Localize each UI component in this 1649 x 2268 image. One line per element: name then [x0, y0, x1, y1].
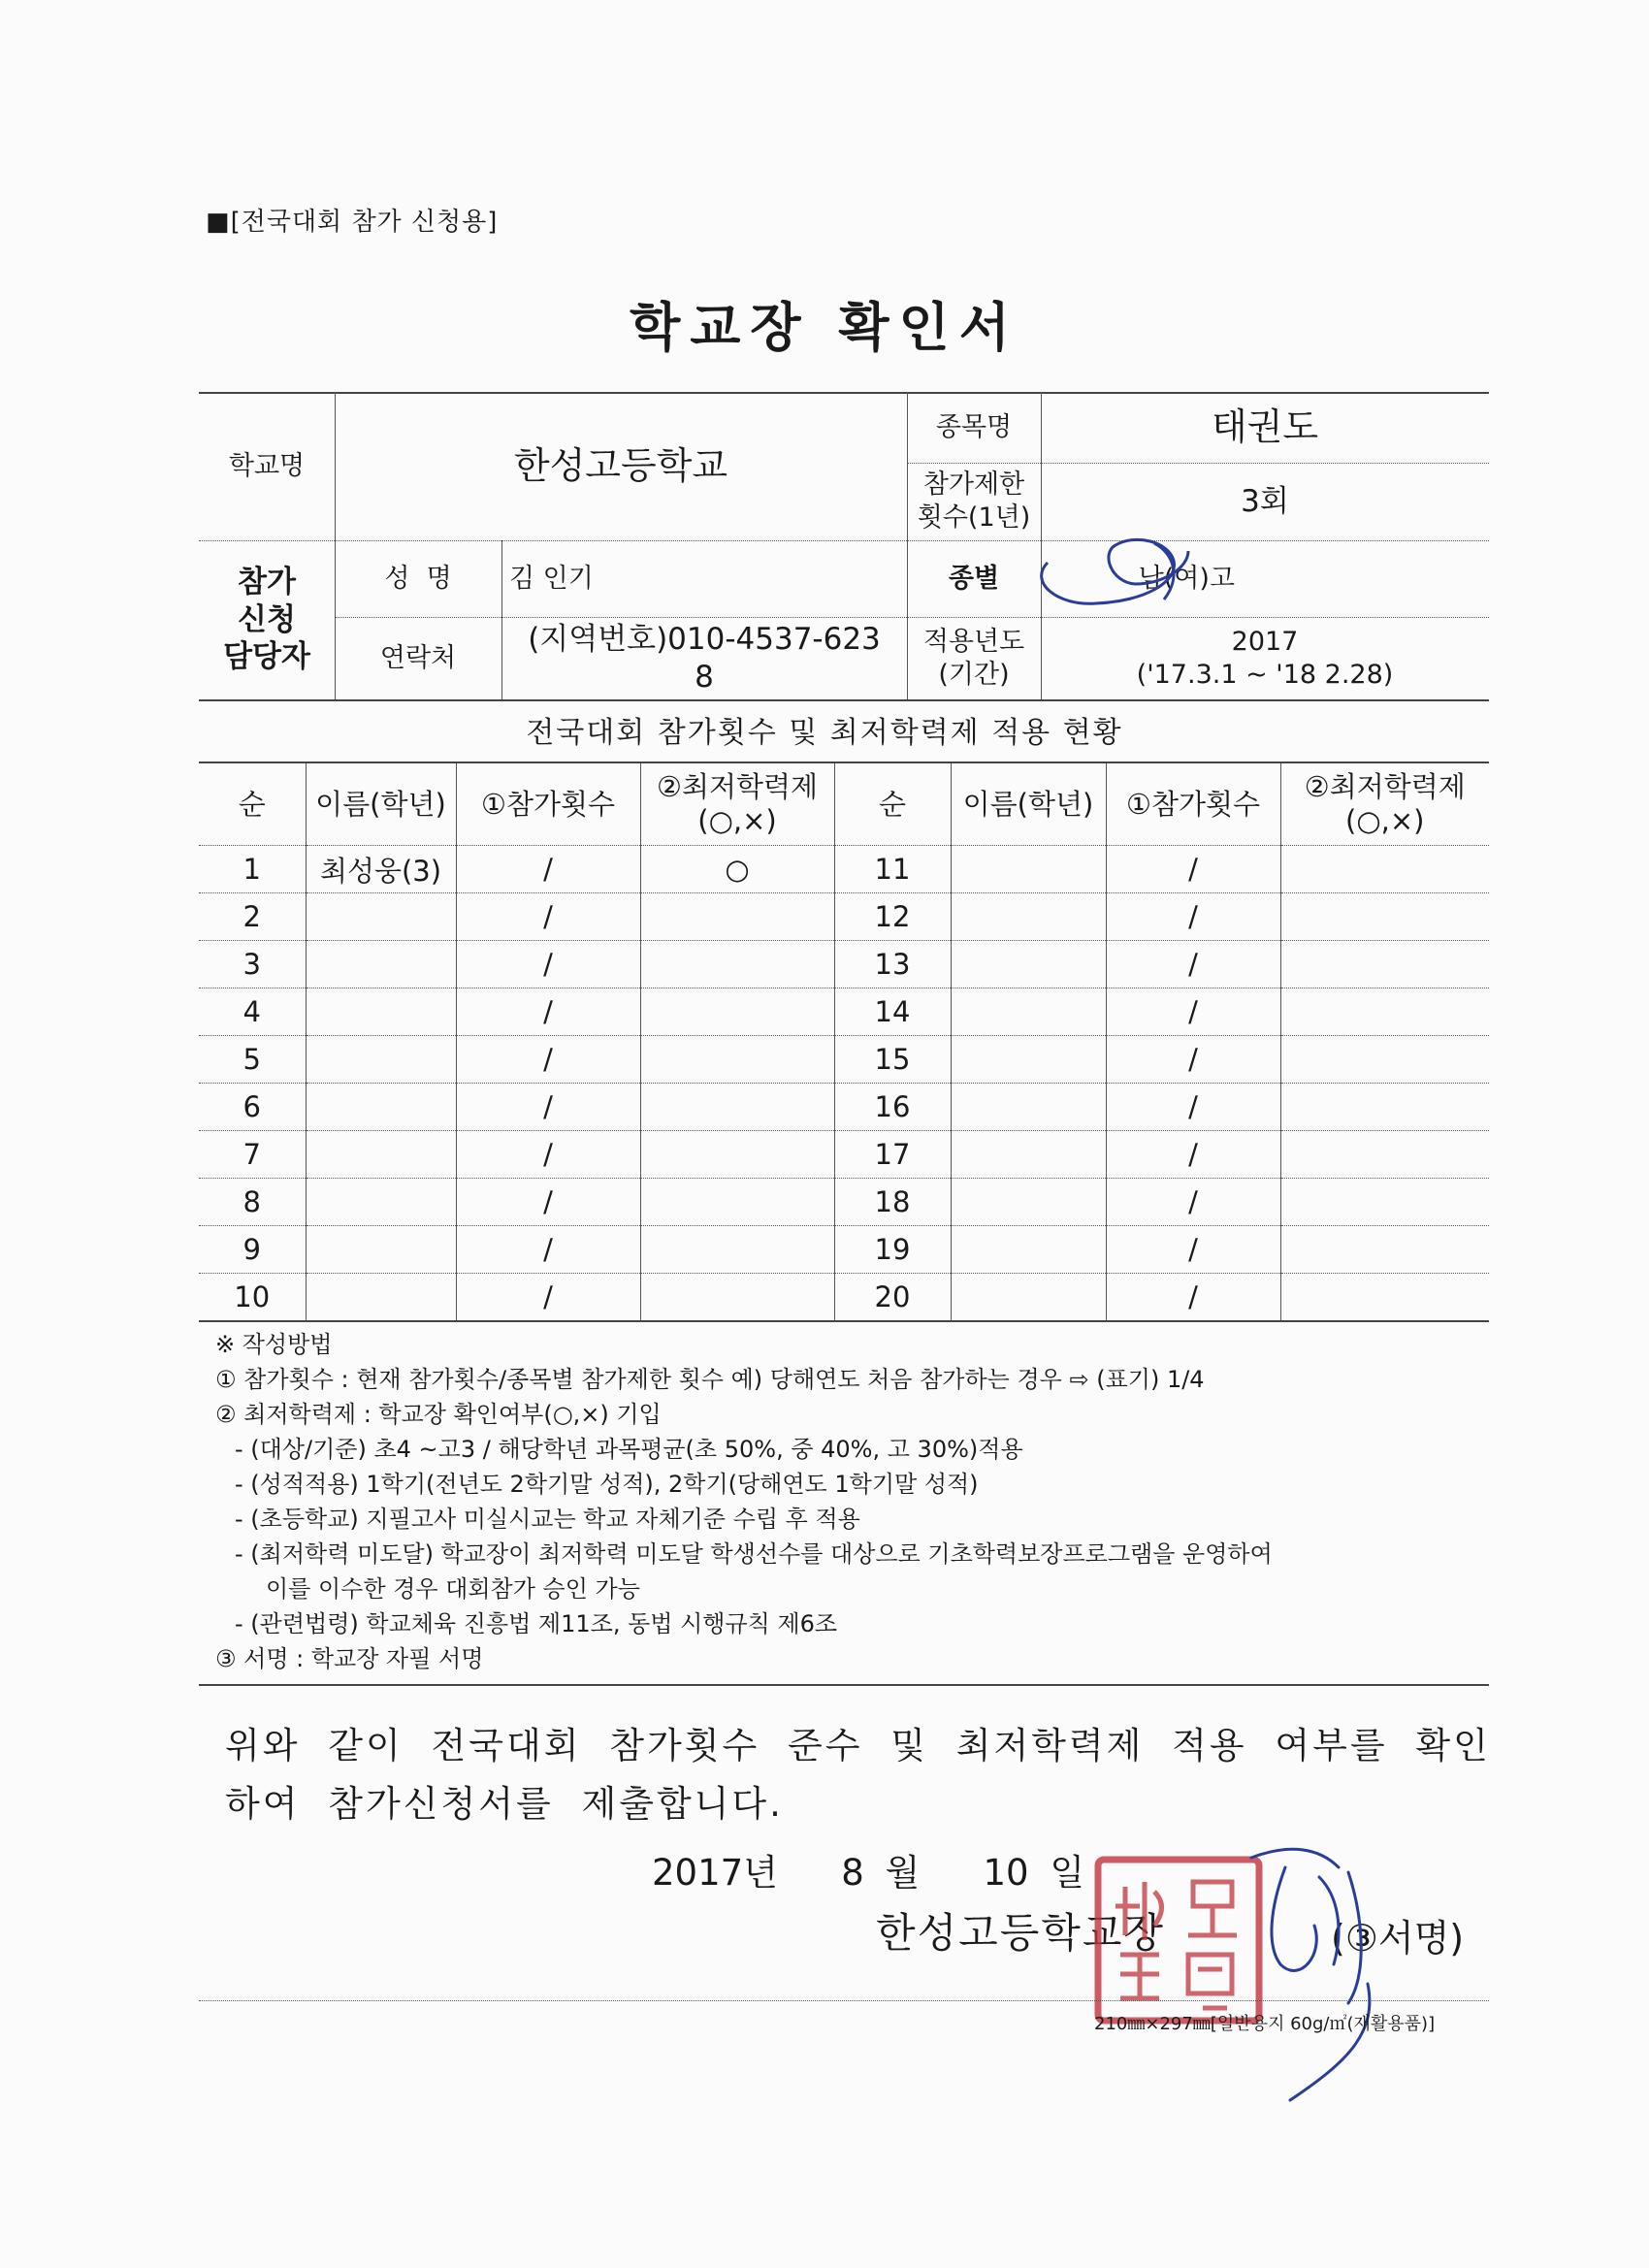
- table-row: [199, 846, 1489, 893]
- table-cell: /: [1106, 1226, 1280, 1274]
- instructions: [215, 1327, 1496, 1676]
- column-header: ①참가횟수: [456, 762, 640, 846]
- table-cell: [306, 893, 456, 941]
- table-cell: 4: [199, 988, 306, 1036]
- table-row: [199, 1274, 1489, 1322]
- table-cell: [306, 1084, 456, 1131]
- table-cell: [306, 1226, 456, 1274]
- table-cell: [1280, 846, 1489, 893]
- table-row: [199, 1179, 1489, 1226]
- table-cell: /: [1106, 941, 1280, 988]
- table-cell: 12: [834, 893, 951, 941]
- table-cell: [1280, 893, 1489, 941]
- table-cell: /: [1106, 1036, 1280, 1084]
- participation-table: [199, 761, 1489, 1322]
- applicable-year-label: 적용년도 (기간): [922, 626, 1025, 690]
- table-cell: [306, 1131, 456, 1179]
- table-cell: 3: [199, 941, 306, 988]
- table-cell: /: [1106, 846, 1280, 893]
- table-cell: 15: [834, 1036, 951, 1084]
- table-cell: [640, 1274, 834, 1322]
- table-cell: [951, 1131, 1106, 1179]
- signature-label: (③서명): [1331, 1917, 1465, 1960]
- table-cell: 19: [834, 1226, 951, 1274]
- instruction-line: 이를 이수한 경우 대회참가 승인 가능: [266, 1575, 640, 1603]
- table-cell: /: [456, 1274, 640, 1322]
- table-cell: 7: [199, 1131, 306, 1179]
- instructions-bottom-rule: [199, 1684, 1489, 1686]
- table-cell: [640, 941, 834, 988]
- table-cell: 17: [834, 1131, 951, 1179]
- participation-limit-label: 참가제한 횟수(1년): [917, 470, 1031, 533]
- contact-value: (지역번호)010-4537-623 8: [528, 621, 881, 695]
- table-cell: 13: [834, 941, 951, 988]
- table-cell: 18: [834, 1179, 951, 1226]
- instruction-line: - (초등학교) 지필고사 미실시교는 학교 자체기준 수립 후 적용: [235, 1506, 860, 1533]
- table-cell: 14: [834, 988, 951, 1036]
- column-header: 순: [199, 762, 306, 846]
- event-name-label: 종목명: [935, 411, 1013, 442]
- gender-value: 남(여)고: [1138, 563, 1235, 594]
- table-cell: [1280, 1131, 1489, 1179]
- table-cell: /: [456, 1084, 640, 1131]
- table-cell: /: [1106, 1084, 1280, 1131]
- table-cell: [640, 988, 834, 1036]
- table-cell: [306, 1179, 456, 1226]
- table-cell: [640, 1179, 834, 1226]
- column-header: 이름(학년): [306, 762, 456, 846]
- table-cell: /: [1106, 1179, 1280, 1226]
- table-row: [199, 1036, 1489, 1084]
- participation-limit-value: 3회: [1241, 483, 1289, 519]
- school-name-label: 학교명: [228, 450, 306, 481]
- table-cell: 8: [199, 1179, 306, 1226]
- document-title: 학교장 확인서: [630, 297, 1019, 358]
- table-row: [199, 1226, 1489, 1274]
- event-name-value: 태권도: [1211, 405, 1319, 448]
- table-cell: [951, 1179, 1106, 1226]
- table-cell: [1280, 988, 1489, 1036]
- instruction-line: ③ 서명 : 학교장 자필 서명: [215, 1645, 484, 1672]
- instruction-line: ※ 작성방법: [215, 1331, 333, 1358]
- table-cell: [1280, 1226, 1489, 1274]
- table-cell: 16: [834, 1084, 951, 1131]
- table-header-row: [199, 762, 1489, 846]
- column-header: ①참가횟수: [1106, 762, 1280, 846]
- applicable-period: ('17.3.1 ~ '18 2.28): [1136, 659, 1394, 690]
- table-row: [199, 893, 1489, 941]
- table-row: [199, 941, 1489, 988]
- table-cell: /: [456, 941, 640, 988]
- principal-title: 한성고등학교장: [876, 1909, 1166, 1957]
- applicable-year: 2017: [1231, 626, 1299, 657]
- table-cell: [951, 941, 1106, 988]
- column-header: ②최저학력제 (○,×): [640, 762, 834, 846]
- instruction-line: ② 최저학력제 : 학교장 확인여부(○,×) 기입: [215, 1401, 662, 1428]
- table-cell: [640, 893, 834, 941]
- contact-label: 연락처: [379, 642, 457, 673]
- table-cell: /: [1106, 1274, 1280, 1322]
- table-cell: [951, 1084, 1106, 1131]
- table-cell: 5: [199, 1036, 306, 1084]
- table-cell: 20: [834, 1274, 951, 1322]
- table-cell: 10: [199, 1274, 306, 1322]
- instruction-line: - (대상/기준) 초4 ~고3 / 해당학년 과목평균(초 50%, 중 40%, 고 30%)적용: [235, 1436, 1023, 1463]
- applicant-name-label: 성 명: [384, 563, 452, 594]
- table-cell: [306, 941, 456, 988]
- table-cell: 최성웅(3): [306, 846, 456, 893]
- table-cell: /: [1106, 1131, 1280, 1179]
- table-cell: /: [456, 988, 640, 1036]
- column-header: ②최저학력제 (○,×): [1280, 762, 1489, 846]
- table-cell: 11: [834, 846, 951, 893]
- table-cell: [1280, 1036, 1489, 1084]
- table-cell: [640, 1084, 834, 1131]
- table-cell: /: [456, 893, 640, 941]
- table-cell: /: [456, 1036, 640, 1084]
- instruction-line: - (성적적용) 1학기(전년도 2학기말 성적), 2학기(당해연도 1학기말 성적): [235, 1471, 979, 1498]
- applicant-label: 참가 신청 담당자: [223, 564, 310, 675]
- table-cell: 6: [199, 1084, 306, 1131]
- declaration-text: 위와 같이 전국대회 참가횟수 준수 및 최저학력제 적용 여부를 확인하여 참가신청서를 제출합니다.: [225, 1725, 1491, 1825]
- table-row: [199, 1084, 1489, 1131]
- section-title: 전국대회 참가횟수 및 최저학력제 적용 현황: [526, 716, 1123, 750]
- table-cell: [951, 846, 1106, 893]
- instruction-line: - (최저학력 미도달) 학교장이 최저학력 미도달 학생선수를 대상으로 기초학력보장프로그램을 운영하여: [235, 1540, 1273, 1568]
- table-cell: /: [456, 1131, 640, 1179]
- table-cell: [951, 1274, 1106, 1322]
- table-cell: [306, 1274, 456, 1322]
- table-row: [199, 1131, 1489, 1179]
- table-cell: /: [456, 1179, 640, 1226]
- column-header: 순: [834, 762, 951, 846]
- table-cell: ○: [640, 846, 834, 893]
- table-cell: /: [456, 846, 640, 893]
- table-cell: /: [1106, 893, 1280, 941]
- header-bottom-rule: [199, 699, 1489, 701]
- table-cell: 2: [199, 893, 306, 941]
- instruction-line: ① 참가횟수 : 현재 참가횟수/종목별 참가제한 횟수 예) 당해연도 처음 참가하는 경우 ⇨ (표기) 1/4: [215, 1366, 1205, 1393]
- table-cell: 1: [199, 846, 306, 893]
- column-header: 이름(학년): [951, 762, 1106, 846]
- table-cell: [951, 988, 1106, 1036]
- table-cell: [640, 1131, 834, 1179]
- gender-label: 종별: [948, 563, 1000, 594]
- table-row: [199, 988, 1489, 1036]
- table-cell: [306, 1036, 456, 1084]
- table-cell: [1280, 1179, 1489, 1226]
- handwritten-signature: [1232, 1838, 1397, 2110]
- handwritten-circle-mark: [1018, 524, 1212, 631]
- table-cell: [640, 1036, 834, 1084]
- table-cell: [1280, 941, 1489, 988]
- form-type-tag: ■[전국대회 참가 신청용]: [206, 208, 499, 237]
- table-cell: /: [1106, 988, 1280, 1036]
- table-cell: [951, 893, 1106, 941]
- applicant-name-value: 김 인기: [509, 563, 594, 594]
- paper-spec: 210㎜×297㎜[일반용지 60g/㎡(재활용품)]: [1094, 2014, 1436, 2034]
- footer-rule: [199, 2000, 1489, 2001]
- table-cell: [640, 1226, 834, 1274]
- table-cell: [1280, 1084, 1489, 1131]
- instruction-line: - (관련법령) 학교체육 진흥법 제11조, 동법 시행규칙 제6조: [235, 1610, 838, 1637]
- table-cell: [951, 1036, 1106, 1084]
- table-cell: [1280, 1274, 1489, 1322]
- school-name-value: 한성고등학교: [513, 443, 728, 487]
- submission-date: 2017년 8 월 10 일: [652, 1852, 1085, 1894]
- table-body: [199, 846, 1489, 1322]
- table-cell: /: [456, 1226, 640, 1274]
- table-cell: 9: [199, 1226, 306, 1274]
- table-cell: [306, 988, 456, 1036]
- table-cell: [951, 1226, 1106, 1274]
